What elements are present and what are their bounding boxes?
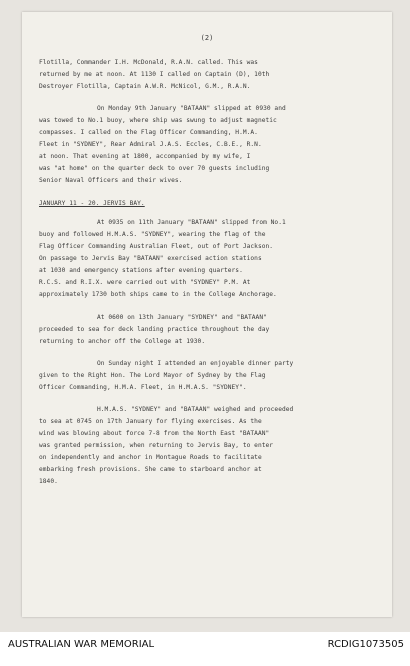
text-line: Senior Naval Officers and their wives.: [39, 177, 183, 184]
text-line: wind was blowing about force 7-8 from the North East "BATAAN": [39, 430, 270, 437]
text-line: returning to anchor off the College at 1930.: [39, 338, 206, 345]
text-line: buoy and followed H.M.A.S. "SYDNEY", wearing the flag of the: [39, 231, 266, 238]
text-line: given to the Right Hon. The Lord Mayor of Sydney by the Flag: [39, 372, 266, 379]
text-line: was granted permission, when returning to Jervis Bay, to enter: [39, 442, 274, 449]
text-line: on independently and anchor in Montague Roads to facilitate: [39, 454, 262, 461]
text-line: On Sunday night I attended an enjoyable dinner party: [97, 360, 294, 367]
text-line: was "at home" on the quarter deck to over 70 guests including: [39, 165, 270, 172]
text-line: compasses. I called on the Flag Officer Commanding, H.M.A.: [39, 129, 258, 136]
text-line: Officer Commanding, H.M.A. Fleet, in H.M.A.S. "SYDNEY".: [39, 384, 247, 391]
text-line: On passage to Jervis Bay "BATAAN" exercised action stations: [39, 255, 262, 262]
text-line: H.M.A.S. "SYDNEY" and "BATAAN" weighed and proceeded: [97, 406, 294, 413]
section-heading: JANUARY 11 - 20. JERVIS BAY.: [39, 200, 145, 207]
page-number: (2): [200, 34, 214, 42]
footer-archive-name: AUSTRALIAN WAR MEMORIAL: [8, 639, 155, 650]
text-line: 1840.: [39, 478, 58, 485]
text-line: At 0935 on 11th January "BATAAN" slipped from No.1: [97, 219, 286, 226]
text-line: Flotilla, Commander I.H. McDonald, R.A.N. called. This was: [39, 59, 258, 66]
text-line: Destroyer Flotilla, Captain A.W.R. McNicol, G.M., R.A.N.: [39, 83, 251, 90]
text-line: Fleet in "SYDNEY", Rear Admiral J.A.S. Eccles, C.B.E., R.N.: [39, 141, 262, 148]
text-line: proceeded to sea for deck landing practice throughout the day: [39, 326, 270, 333]
text-line: approximately 1730 both ships came to in the College Anchorage.: [39, 291, 277, 298]
footer-record-id: RCDIG1073505: [327, 639, 404, 650]
text-line: At 0600 on 13th January "SYDNEY" and "BATAAN": [97, 314, 267, 321]
text-line: R.C.S. and R.I.X. were carried out with "SYDNEY" P.M. At: [39, 279, 251, 286]
text-line: embarking fresh provisions. She came to starboard anchor at: [39, 466, 262, 473]
text-line: at 1030 and emergency stations after evening quarters.: [39, 267, 243, 274]
text-line: returned by me at noon. At 1130 I called on Captain (D), 10th: [39, 71, 270, 78]
document-page: [22, 12, 392, 617]
text-line: was towed to No.1 buoy, where ship was swung to adjust magnetic: [39, 117, 277, 124]
text-line: On Monday 9th January "BATAAN" slipped at 0930 and: [97, 105, 286, 112]
text-line: Flag Officer Commanding Australian Fleet, out of Port Jackson.: [39, 243, 274, 250]
text-line: at noon. That evening at 1800, accompanied by my wife, I: [39, 153, 251, 160]
text-line: to sea at 0745 on 17th January for flying exercises. As the: [39, 418, 262, 425]
